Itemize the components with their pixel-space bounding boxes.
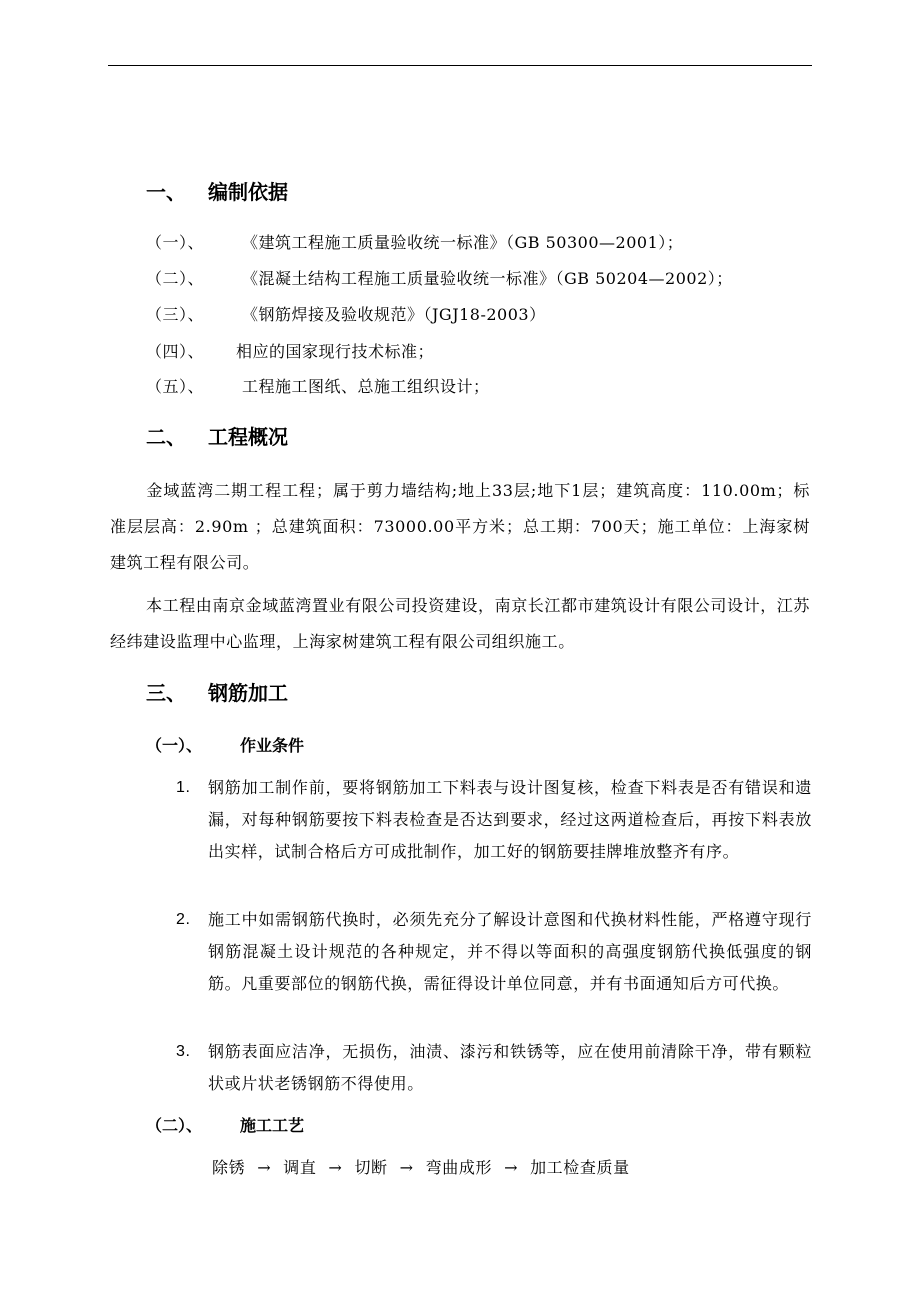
reference-number: （四）、 [146,342,205,361]
reference-text: 《混凝土结构工程施工质量验收统一标准》（GB 50204—2002）； [242,269,733,288]
subsection-title: 施工工艺 [240,1116,305,1135]
section-number: 三、 [146,681,186,705]
reference-text: 相应的国家现行技术标准； [236,342,435,361]
header-rule [108,65,812,66]
reference-number: （一）、 [146,233,205,252]
reference-number: （二）、 [146,269,205,288]
section-heading-3 [146,677,288,706]
section-title: 钢筋加工 [208,681,288,705]
list-number: 2. [176,911,191,928]
section-heading-1 [146,176,288,205]
arrow-right-icon: → [504,1158,519,1177]
reference-item [146,266,733,289]
process-step: 调直 [283,1158,317,1177]
reference-item [146,374,490,397]
arrow-right-icon: → [399,1158,414,1177]
section-title: 工程概况 [208,425,288,449]
subsection-heading-conditions [146,733,304,756]
reference-text: 《建筑工程施工质量验收统一标准》（GB 50300—2001）； [242,233,684,252]
process-step: 弯曲成形 [425,1158,493,1177]
list-item [176,772,816,868]
paragraph-text: 本工程由南京金域蓝湾置业有限公司投资建设，南京长江都市建筑设计有限公司设计，江苏经纬建设监理中心监理，上海家树建筑工程有限公司组织施工。 [110,596,811,651]
section-number: 二、 [146,425,186,449]
subsection-number: （二）、 [146,1116,203,1135]
process-flow [212,1155,630,1178]
paragraph-text: 金域蓝湾二期工程工程；属于剪力墙结构;地上33层;地下1层；建筑高度：110.00m；标准层层高：2.90m ；总建筑面积：73000.00平方米；总工期：700天；施工单位：上海家树建筑工程有限公司。 [110,481,810,572]
subsection-heading-process [146,1113,304,1136]
list-item [176,904,816,1000]
list-text: 施工中如需钢筋代换时，必须先充分了解设计意图和代换材料性能，严格遵守现行钢筋混凝土设计规范的各种规定，并不得以等面积的高强度钢筋代换低强度的钢筋。凡重要部位的钢筋代换，需征得设计单位同意，并有书面通知后方可代换。 [208,910,812,993]
section-heading-2 [146,421,288,450]
reference-item [146,339,434,362]
process-step: 除锈 [212,1158,246,1177]
list-text: 钢筋表面应洁净，无损伤，油渍、漆污和铁锈等，应在使用前清除干净，带有颗粒状或片状老锈钢筋不得使用。 [208,1042,812,1093]
section-title: 编制依据 [208,180,288,204]
process-step: 加工检查质量 [530,1158,630,1177]
reference-number: （三）、 [146,305,205,324]
reference-item [146,302,546,325]
section-number: 一、 [146,180,186,204]
list-text: 钢筋加工制作前，要将钢筋加工下料表与设计图复核，检查下料表是否有错误和遗漏，对每种钢筋要按下料表检查是否达到要求，经过这两道检查后，再按下料表放出实样，试制合格后方可成批制作，加工好的钢筋要挂牌堆放整齐有序。 [208,778,812,861]
overview-paragraph-2 [110,588,810,660]
subsection-title: 作业条件 [240,736,305,755]
reference-item [146,230,683,253]
arrow-right-icon: → [328,1158,343,1177]
subsection-number: （一）、 [146,736,203,755]
overview-paragraph-1 [110,473,810,581]
list-number: 1. [176,779,191,796]
process-step: 切断 [354,1158,388,1177]
reference-text: 工程施工图纸、总施工组织设计； [242,377,490,396]
list-item [176,1036,816,1100]
reference-text: 《钢筋焊接及验收规范》（JGJ18-2003） [242,305,546,324]
list-number: 3. [176,1043,191,1060]
reference-number: （五）、 [146,377,205,396]
arrow-right-icon: → [257,1158,272,1177]
